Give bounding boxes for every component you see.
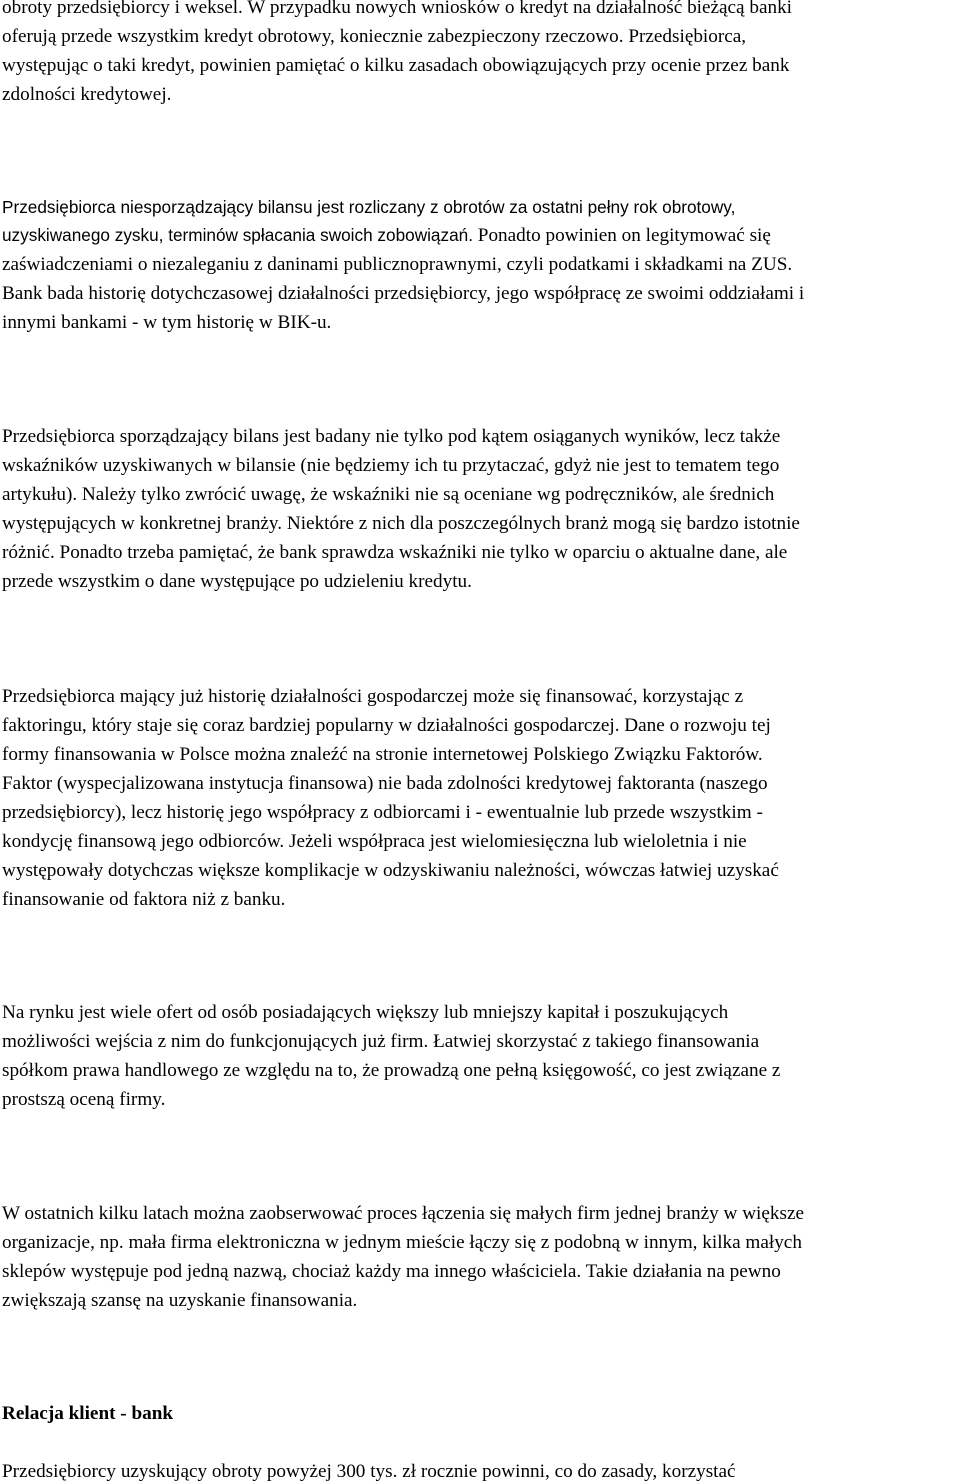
text-span: uzyskiwanego zysku, terminów spłacania swoich zobowiązań. (2, 225, 473, 245)
text-line: spółkom prawa handlowego ze względu na to, że prowadzą one pełną księgowość, co jest związane z (2, 1060, 781, 1081)
text-line: Na rynku jest wiele ofert od osób posiadających większy lub mniejszy kapitał i poszukujących (2, 1002, 729, 1023)
text-line: Przedsiębiorca sporządzający bilans jest badany nie tylko pod kątem osiąganych wyników, lecz także (2, 426, 781, 447)
text-line: kondycję finansową jego odbiorców. Jeżeli współpraca jest wielomiesięczna lub wieloletnia i nie (2, 831, 747, 852)
text-line: Przedsiębiorca niesporządzający bilansu jest rozliczany z obrotów za ostatni pełny rok obrotowy, (2, 197, 736, 217)
text-line: obroty przedsiębiorcy i weksel. W przypadku nowych wniosków o kredyt na działalność bieżącą banki (2, 0, 793, 18)
text-line: przedsiębiorcy), lecz historię jego współpracy z odbiorcami i - ewentualnie lub przede wszystkim - (2, 802, 763, 823)
text-line-mixed (2, 226, 771, 245)
text-line: zaświadczeniami o niezaleganiu z daninami publicznoprawnymi, czyli podatkami i składkami na ZUS. (2, 254, 793, 275)
text-line: oferują przede wszystkim kredyt obrotowy, koniecznie zabezpieczony rzeczowo. Przedsiębiorca, (2, 26, 747, 47)
text-line: występowały dotychczas większe komplikacje w odzyskiwaniu należności, wówczas łatwiej uzyskać (2, 860, 779, 881)
text-line: organizacje, np. mała firma elektroniczna w jednym mieście łączy się z podobną w innym, kilka małych (2, 1232, 802, 1253)
text-line: występując o taki kredyt, powinien pamiętać o kilku zasadach obowiązujących przy ocenie przez bank (2, 55, 790, 76)
text-span: Ponadto powinien on legitymować się (472, 225, 771, 246)
text-line: innymi bankami - w tym historię w BIK-u. (2, 312, 332, 333)
text-line: W ostatnich kilku latach można zaobserwować proces łączenia się małych firm jednej branży w większe (2, 1203, 804, 1224)
text-line: zwiększają szansę na uzyskanie finansowania. (2, 1290, 358, 1311)
text-line: formy finansowania w Polsce można znaleźć na stronie internetowej Polskiego Związku Faktorów. (2, 744, 763, 765)
text-line: wskaźników uzyskiwanych w bilansie (nie będziemy ich tu przytaczać, gdyż nie jest to tematem tego (2, 455, 780, 476)
text-line: Faktor (wyspecjalizowana instytucja finansowa) nie bada zdolności kredytowej faktoranta (naszego (2, 773, 768, 794)
text-line: Przedsiębiorcy uzyskujący obroty powyżej 300 tys. zł rocznie powinni, co do zasady, korzystać (2, 1461, 736, 1482)
section-heading: Relacja klient - bank (2, 1403, 174, 1424)
text-line: Bank bada historię dotychczasowej działalności przedsiębiorcy, jego współpracę ze swoimi oddziałami i (2, 283, 805, 304)
text-line: finansowanie od faktora niż z banku. (2, 889, 286, 910)
text-line: zdolności kredytowej. (2, 84, 172, 105)
text-line: artykułu). Należy tylko zwrócić uwagę, że wskaźniki nie są oceniane wg podręczników, ale średnich (2, 484, 775, 505)
text-line: sklepów występuje pod jedną nazwą, chociaż każdy ma innego właściciela. Takie działania na pewno (2, 1261, 781, 1282)
text-line: Przedsiębiorca mający już historię działalności gospodarczej może się finansować, korzystając z (2, 686, 744, 707)
text-line: prostszą oceną firmy. (2, 1089, 166, 1110)
text-line: występujących w konkretnej branży. Niektóre z nich dla poszczególnych branż mogą się bardzo istotnie (2, 513, 800, 534)
text-line: możliwości wejścia z nim do funkcjonujących już firm. Łatwiej skorzystać z takiego finansowania (2, 1031, 760, 1052)
text-line: przede wszystkim o dane występujące po udzieleniu kredytu. (2, 571, 472, 592)
text-line: faktoringu, który staje się coraz bardziej popularny w działalności gospodarczej. Dane o rozwoju tej (2, 715, 771, 736)
text-line: różnić. Ponadto trzeba pamiętać, że bank sprawdza wskaźniki nie tylko w oparciu o aktualne dane, ale (2, 542, 788, 563)
